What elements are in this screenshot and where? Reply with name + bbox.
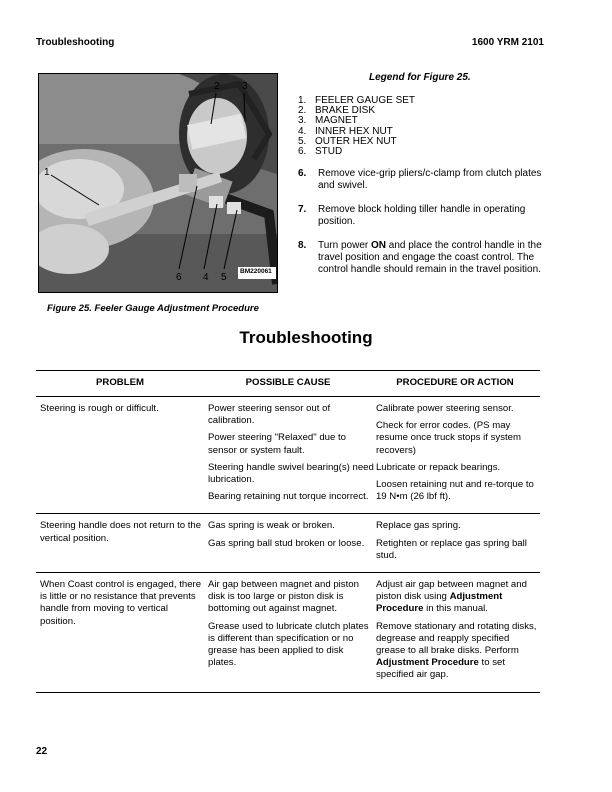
legend-item-number: 3. <box>298 115 307 127</box>
legend-item-number: 4. <box>298 125 307 137</box>
legend-item-number: 5. <box>298 135 307 147</box>
action-text-part: Remove stationary and rotating disks, degrease and reapply specified grease to all brake disks. Perform <box>375 620 537 657</box>
cause-text: Power steering sensor out of calibration. <box>207 403 331 427</box>
cause-text: Air gap between magnet and piston disk is too large or piston disk is bottoming out against magnet. <box>207 579 359 615</box>
procedure-steps <box>298 168 548 288</box>
figure-photo <box>38 73 278 293</box>
legend-item-text: MAGNET <box>315 115 358 127</box>
header-procedure-or-action: PROCEDURE OR ACTION <box>396 377 514 389</box>
action-text-bold: Adjustment Procedure <box>375 657 479 669</box>
step-text-part: Turn power <box>318 239 371 251</box>
cause-cell <box>206 573 374 692</box>
troubleshooting-table <box>36 370 540 693</box>
procedure-step <box>298 168 548 193</box>
legend-item-text: FEELER GAUGE SET <box>315 95 416 106</box>
legend-item-number: 2. <box>298 105 307 117</box>
page-number: 22 <box>36 746 48 757</box>
cause-cell <box>206 514 374 572</box>
action-text-part: Adjust air gap between magnet and piston disk using <box>375 579 527 603</box>
legend-item <box>298 147 415 157</box>
callout-5: 5 <box>221 272 227 283</box>
problem-text: Steering handle does not return to the vertical position. <box>40 520 202 544</box>
section-title: Troubleshooting <box>239 328 373 347</box>
legend-list <box>298 96 415 157</box>
header-problem: PROBLEM <box>96 377 144 389</box>
cause-text: Steering handle swivel bearing(s) need lubrication. <box>207 461 374 486</box>
legend-item-text: OUTER HEX NUT <box>315 135 397 147</box>
action-text: Replace gas spring. <box>375 520 461 532</box>
legend-item-text: BRAKE DISK <box>315 105 376 117</box>
step-text: Remove block holding tiller handle in operating position. <box>318 203 526 228</box>
action-cell <box>374 573 540 692</box>
legend-title: Legend for Figure 25. <box>369 72 471 83</box>
cause-text: Grease used to lubricate clutch plates is different than specification or no grease has been applied to disk plates. <box>207 620 369 669</box>
step-number: 7. <box>298 203 307 215</box>
step-text-bold: ON <box>370 239 386 251</box>
action-text: Lubricate or repack bearings. <box>375 461 501 473</box>
action-cell <box>374 397 540 513</box>
feeler-gauge-photo <box>39 74 277 292</box>
step-text-part: and place the control handle in the travel position and engage the coast control. The control handle should remain in the travel position. <box>318 239 542 276</box>
callout-1: 1 <box>44 167 50 178</box>
legend-item-number: 6. <box>298 146 307 158</box>
problem-text: When Coast control is engaged, there is little or no resistance that prevents handle from moving to vertical position. <box>40 579 202 627</box>
legend-item-text: STUD <box>315 146 343 158</box>
problem-text: Steering is rough or difficult. <box>40 403 159 414</box>
step-number: 6. <box>298 168 307 179</box>
callout-4: 4 <box>203 272 209 283</box>
header-document-number: 1600 YRM 2101 <box>471 37 544 48</box>
action-text: Calibrate power steering sensor. <box>375 403 514 414</box>
cause-text: Gas spring is weak or broken. <box>207 520 335 532</box>
procedure-step <box>298 204 548 229</box>
action-text-part: to set specified air gap. <box>375 657 505 681</box>
header-possible-cause: POSSIBLE CAUSE <box>245 377 331 389</box>
header-section-title: Troubleshooting <box>36 37 115 48</box>
callout-3: 3 <box>242 81 248 92</box>
table-row <box>36 573 540 693</box>
action-text: Check for error codes. (PS may resume once truck stops if system recovers) <box>375 420 521 456</box>
action-text-part: in this manual. <box>423 603 488 615</box>
legend-item-number: 1. <box>298 95 307 106</box>
figure-code: BM220061 <box>240 268 272 275</box>
cause-text: Gas spring ball stud broken or loose. <box>207 537 365 549</box>
table-row <box>36 514 540 573</box>
action-text-bold: Adjustment Procedure <box>375 591 503 615</box>
procedure-step <box>298 240 548 277</box>
step-number: 8. <box>298 239 307 251</box>
step-text: Remove vice-grip pliers/c-clamp from clutch plates and swivel. <box>318 168 542 192</box>
action-text <box>376 579 540 616</box>
action-text: Retighten or replace gas spring ball stud. <box>375 537 527 561</box>
problem-cell <box>36 514 206 572</box>
cause-text: Power steering "Relaxed" due to sensor or system fault. <box>207 432 346 456</box>
problem-cell <box>36 397 206 513</box>
cause-text: Bearing retaining nut torque incorrect. <box>207 491 369 503</box>
action-text <box>376 621 540 682</box>
step-text <box>318 240 548 277</box>
callout-2: 2 <box>214 81 220 92</box>
figure-caption: Figure 25. Feeler Gauge Adjustment Procedure <box>47 303 259 314</box>
table-row <box>36 397 540 514</box>
action-text: Loosen retaining nut and re-torque to 19 N•m (26 lbf ft). <box>375 479 534 503</box>
problem-cell <box>36 573 206 692</box>
cause-cell <box>206 397 374 513</box>
callout-6: 6 <box>176 272 182 283</box>
action-cell <box>374 514 540 572</box>
legend-item-text: INNER HEX NUT <box>315 125 393 137</box>
table-header-row <box>36 370 540 397</box>
